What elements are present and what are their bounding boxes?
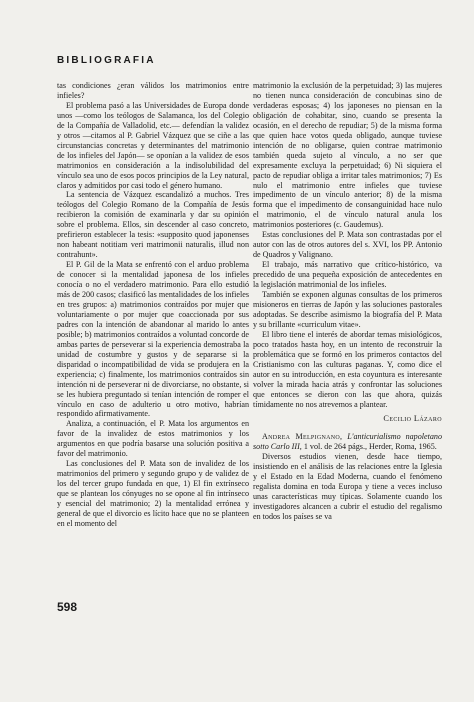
paragraph: matrimonio la exclusión de la perpetuidad; 3) las mujeres no tienen nunca consideración de concubinas sino de verdaderas esposas; 4) los japoneses no piensan en la obligación de cohabitar, sino, cuando se presenta la ocasión, en el derecho de repudiar; 5) de la misma forma que quien hace votos queda obligado, aunque tuviese intención de no obligarse, quien contrae matrimonio también queda sujeto al vínculo, a no ser que expresamente excluya la perpetuidad; 6) Ni siquiera el pacto de repudiar obliga a irritar tales matrimonios; 7) Es nulo el matrimonio entre infieles que tuviese impedimento de un vínculo anterior; 8) de la misma forma que el impedimento de consanguinidad hace nulo el matrimonio, el de vínculo natural anula los matrimonios posteriores (c. Gaudemus). <box>253 81 442 230</box>
right-column <box>253 81 442 522</box>
left-column <box>57 81 249 529</box>
review-book-details: 1 vol. de 264 págs., Herder, Roma, 1965. <box>303 442 437 452</box>
review-author: Andrea Melpignano, <box>262 432 343 442</box>
paragraph: La sentencia de Vázquez escandalizó a muchos. Tres teólogos del Colegio Romano de la Compañía de Jesús recibieron la comisión de examinarla y dar su opinión sobre el problema. Ellos, sin descender al caso concreto, prefirieron establecer la tesis: «supposito quod japonenses non habeant notitiam veri matrimonii naturalis, illud non contrahunt». <box>57 190 249 260</box>
paragraph: Estas conclusiones del P. Mata son contrastadas por el autor con las de otros autores del s. XVI, los PP. Antonio de Quadros y Valignano. <box>253 230 442 260</box>
paragraph: También se exponen algunas consultas de los primeros misioneros en tierras de Japón y las soluciones pastorales adoptadas. Se describe asimismo la biografía del P. Mata y su brillante «curriculum vitae». <box>253 290 442 329</box>
paragraph: Analiza, a continuación, el P. Mata los argumentos en favor de la invalidez de estos matrimonios y los argumentos en que podría basarse una solución positiva a favor del matrimonio. <box>57 419 249 459</box>
paragraph: El libro tiene el interés de abordar temas misiológicos, poco tratados hasta hoy, en un intento de reconstruir la problemática que se formó en los primeros contactos del Cristianismo con las culturas paganas. Y, como dice el autor en su introducción, en esta coyuntura es interesante volver la mirada hacia atrás y confrontar las soluciones que entonces se dieron con las que ahora, quizás tímidamente no nos atrevemos a plantear. <box>253 329 442 409</box>
paragraph: El P. Gil de la Mata se enfrentó con el arduo problema de conocer si la mentalidad japonesa de los infieles conocía o no el verdadero matrimonio. Para ello estudió más de 200 casos; clasificó las mentalidades de los infieles en tres grupos: a) matrimonios contraídos por mujer que voluntariamente o por mujer que coaccionada por sus padres con la intención de abandonar al marido lo antes posible; b) matrimonios contraídos a voluntad concorde de ambas partes de perseverar si la experiencia demostraba la unidad de costumbre y gustos y de separarse si la disparidad o incompatibilidad de vida se produjera en la experiencia; c) finalmente, los matrimonios contraídos sin intención ni de perseverar ni de divorciarse, no obstante, si se les hubiera preguntado si tenían intención de romper el vínculo en caso de adulterio u otro motivo, habrían respondido afirmativamente. <box>57 260 249 419</box>
review-signature: Cecilio Lázaro <box>383 414 442 424</box>
paragraph: Diversos estudios vienen, desde hace tiempo, insistiendo en el análisis de las relaciones entre la Iglesia y el Estado en la Edad Moderna, cuando el fenómeno regalista domina en toda Europa y tiene a veces incluso unas características muy típicas. Solamente cuando los investigadores alcancen a cubrir el estudio del regalismo en todos los países se va <box>253 452 442 522</box>
paragraph: El problema pasó a las Universidades de Europa donde unos —como los teólogos de Salamanca, los del Colegio de la Compañía de Valladolid, etc.— defendían la validez y otros —citamos al P. Gabriel Vázquez que se ciñe a las circunstancias concretas y determinantes del matrimonio de los infieles del Japón— se oponían a la validez de esos matrimonios en consideración a la indisolubilidad del vínculo sea uno de esos pocos principios de la Ley natural, claros y admitidos por casi todo el género humano. <box>57 100 249 190</box>
paragraph: El trabajo, más narrativo que crítico-histórico, va precedido de una pequeña exposición de antecedentes en la legislación matrimonial de los infieles. <box>253 260 442 290</box>
review-citation <box>253 432 442 452</box>
review-book-title: L'anticurialismo napoletano sotto Carlo III, <box>253 432 442 452</box>
paragraph: Las conclusiones del P. Mata son de invalidez de los matrimonios del primero y segundo grupo y de validez de los del tercer grupo fundada en que, 1) El fin extrínseco que se plantean los cónyuges no se opone al fin intrínseco y esencial del matrimonio; 2) la mentalidad errónea y general de que el divorcio es lícito hace que no se planteen en el momento del <box>57 459 249 528</box>
paragraph: tas condiciones ¿eran válidos los matrimonios entre infieles? <box>57 81 249 100</box>
running-header: BIBLIOGRAFIA <box>57 55 156 66</box>
page-number: 598 <box>57 600 78 614</box>
